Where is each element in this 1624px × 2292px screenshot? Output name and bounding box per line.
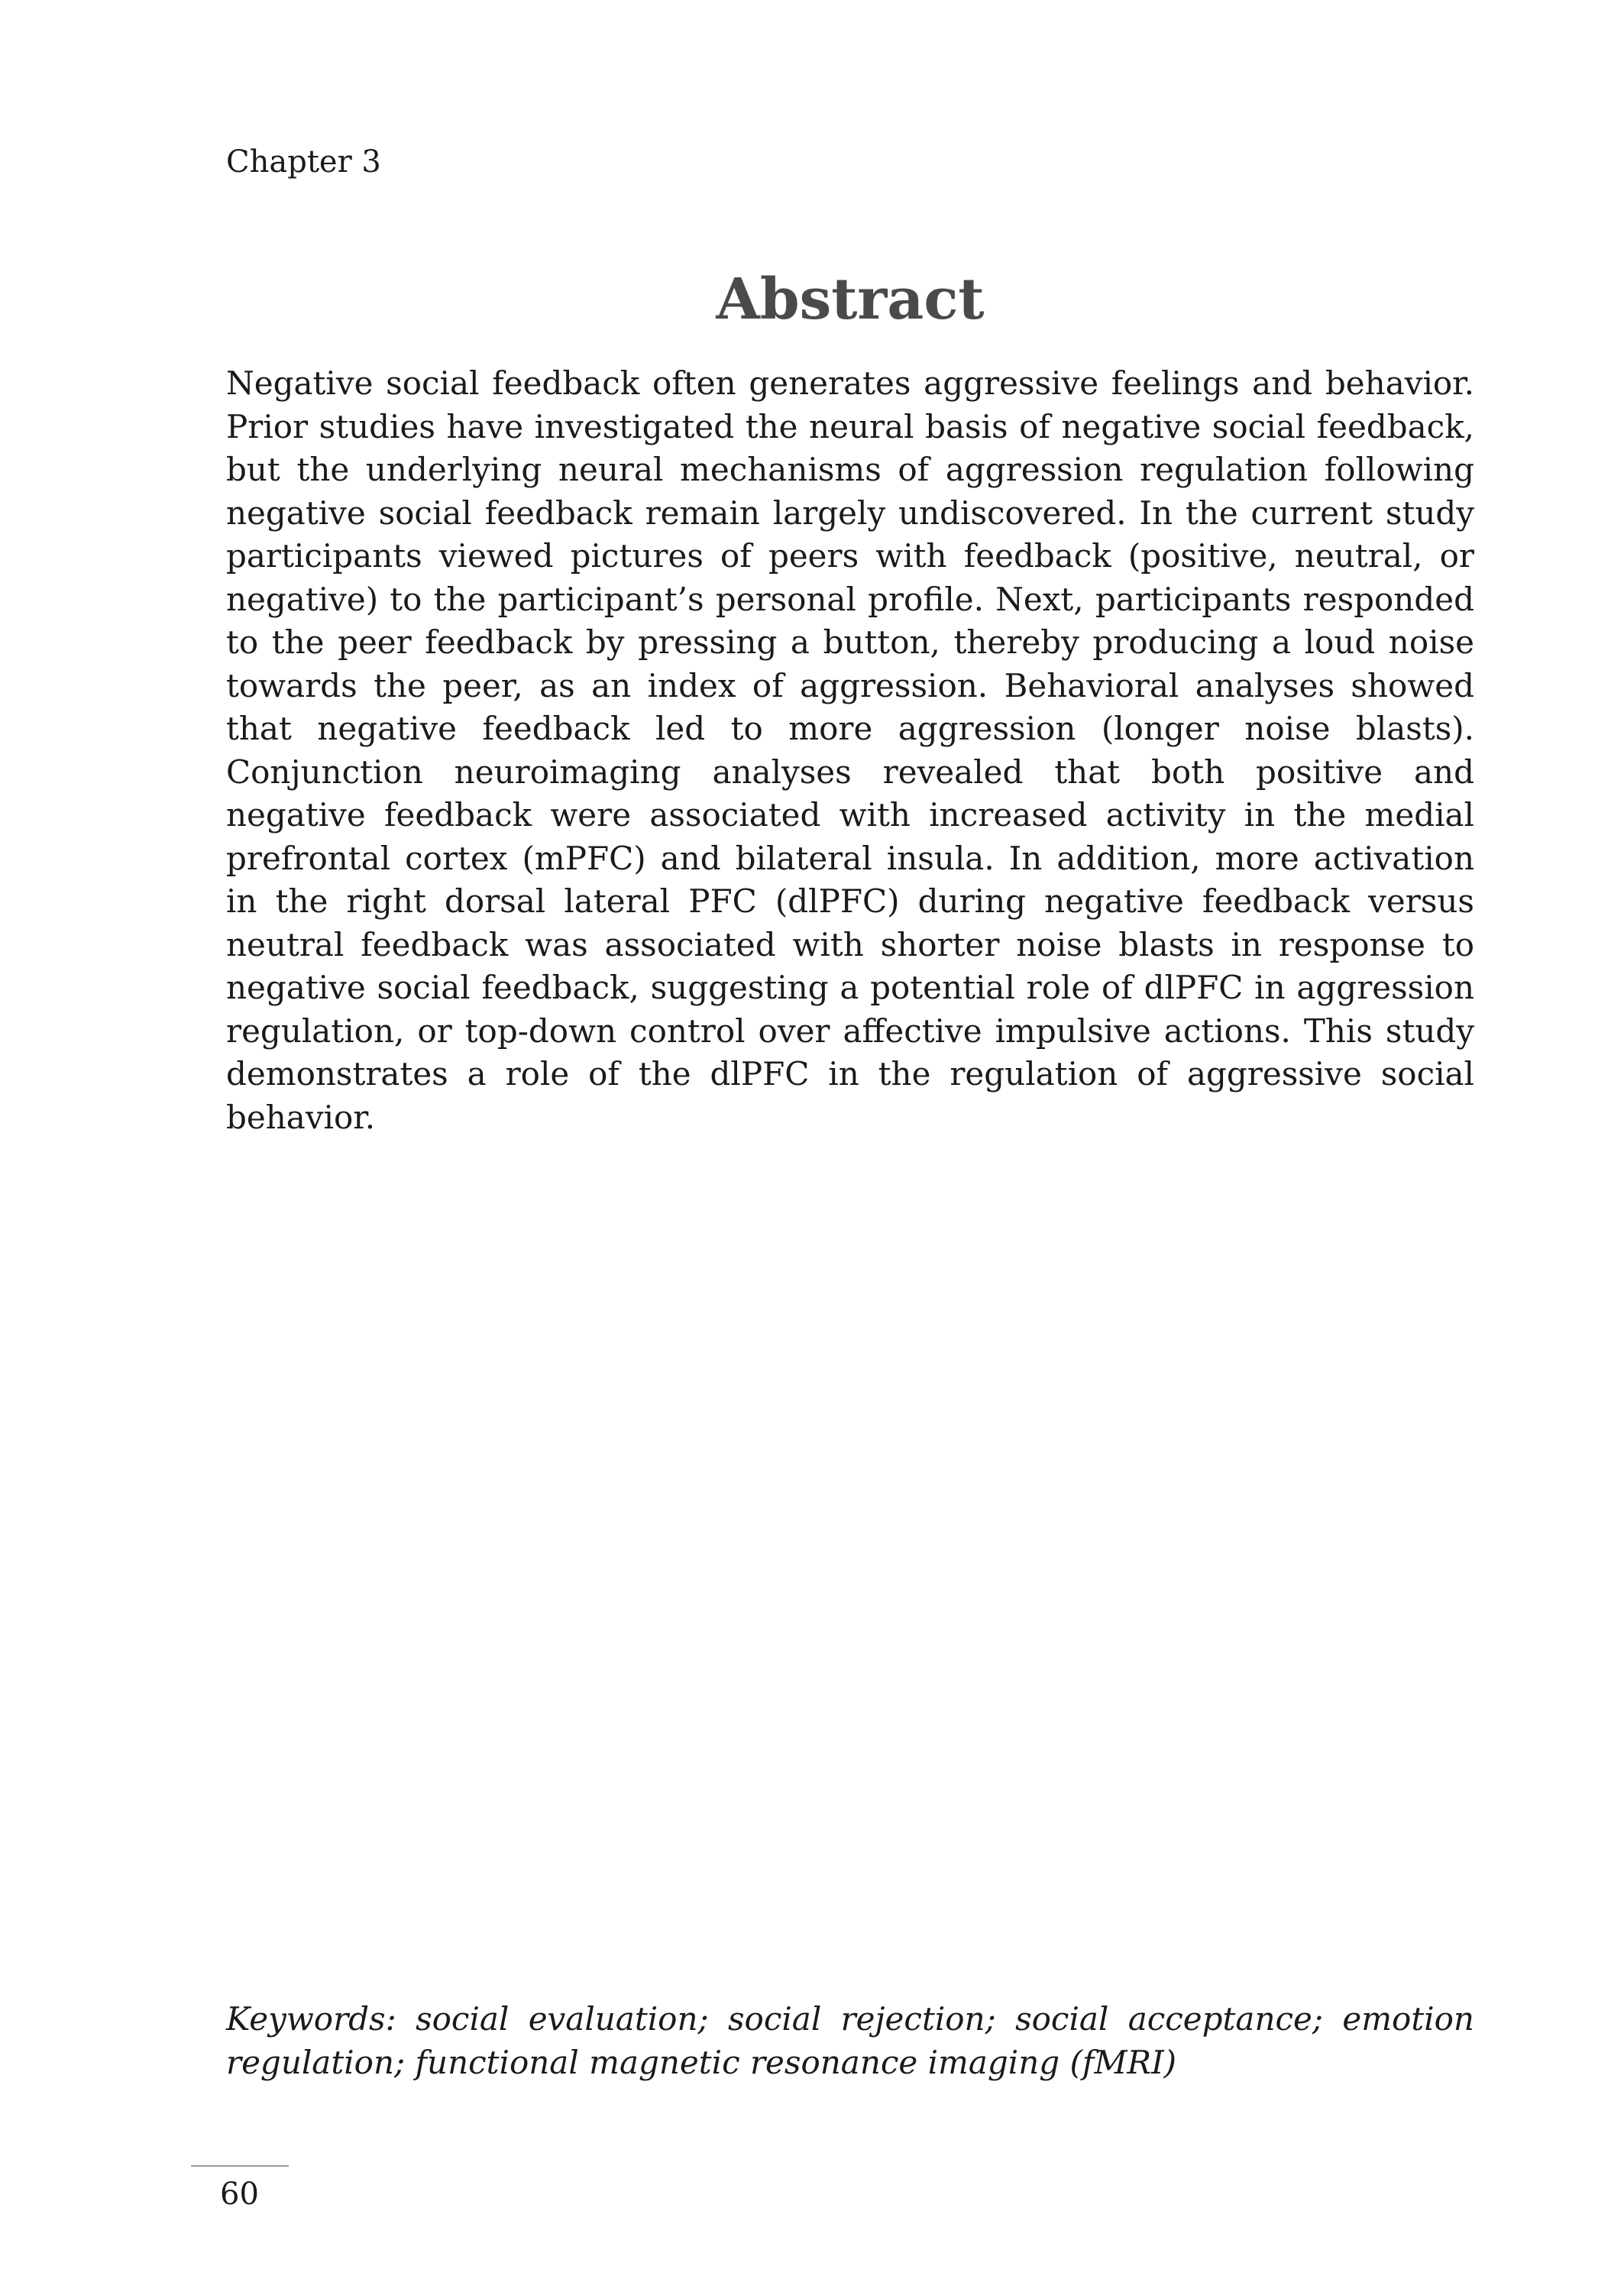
- abstract-heading: Abstract: [716, 267, 985, 332]
- keywords-paragraph: Keywords: social evaluation; social rejection; social acceptance; emotion regulation; functional magnetic resonance imaging (fMRI): [226, 2000, 1474, 2081]
- page-number: 60: [220, 2177, 259, 2212]
- abstract-body-paragraph: Negative social feedback often generates aggressive feelings and behavior. Prior studies have investigated the neural basis of negative social feedback, but the underlying neural mechanisms of aggression regulation following negative social feedback remain largely undiscovered. In the current study participants viewed pictures of peers with feedback (positive, neutral, or negative) to the participant’s personal profile. Next, participants responded to the peer feedback by pressing a button, thereby producing a loud noise towards the peer, as an index of aggression. Behavioral analyses showed that negative feedback led to more aggression (longer noise blasts). Conjunction neuroimaging analyses revealed that both positive and negative feedback were associated with increased activity in the medial prefrontal cortex (mPFC) and bilateral insula. In addition, more activation in the right dorsal lateral PFC (dlPFC) during negative feedback versus neutral feedback was associated with shorter noise blasts in response to negative social feedback, suggesting a potential role of dlPFC in aggression regulation, or top-down control over affective impulsive actions. This study demonstrates a role of the dlPFC in the regulation of aggressive social behavior.: [226, 364, 1474, 1136]
- footer-divider: [191, 2165, 289, 2167]
- running-header-chapter: Chapter 3: [226, 144, 381, 180]
